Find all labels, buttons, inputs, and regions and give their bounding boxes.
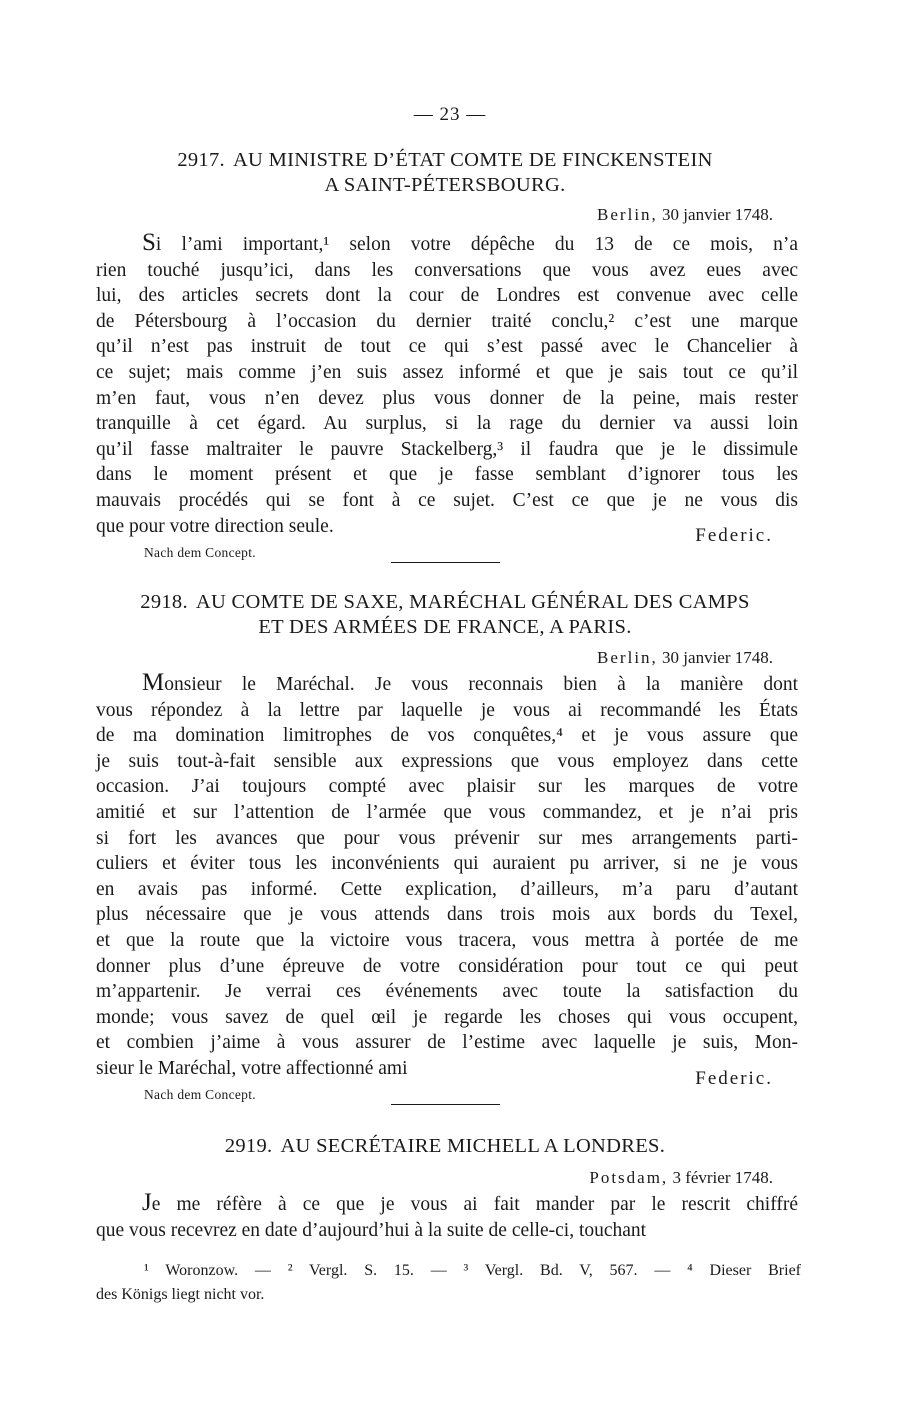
text-line: ce sujet; mais comme j’en suis assez informé et que je sais tout ce qu’il (96, 361, 798, 383)
date: 3 février 1748. (672, 1168, 773, 1187)
text-line: Si l’ami important,¹ selon votre dépêche du 13 de ce mois, n’a (142, 229, 798, 256)
heading-line: ET DES ARMÉES DE FRANCE, A PARIS. (258, 616, 632, 638)
text-line: que vous recevrez en date d’aujourd’hui à la suite de celle-ci, touchant (96, 1219, 647, 1241)
footnotes (96, 1259, 801, 1307)
initial-letter: J (142, 1189, 152, 1216)
heading-line: A SAINT-PÉTERSBOURG. (324, 174, 566, 196)
letter-2919-body (96, 1190, 798, 1243)
text-line: en avais pas informé. Cette explication, d’ailleurs, m’a paru d’autant (96, 878, 798, 900)
heading-line: AU MINISTRE D’ÉTAT COMTE DE FINCKENSTEIN (232, 149, 713, 171)
text-line: dans le moment présent et que je fasse semblant d’ignorer tous les (96, 464, 798, 486)
signature: Federic. (695, 525, 773, 546)
text-line: m’appartenir. Je verrai ces événements avec toute la satisfaction du (96, 981, 798, 1003)
text-line: amitié et sur l’attention de l’armée que vous commandez, et je n’ai pris (96, 801, 798, 823)
place: Berlin, (597, 205, 658, 224)
text-line: je suis tout-à-fait sensible aux expressions que vous employez dans cette (96, 750, 798, 772)
place: Berlin, (597, 648, 658, 667)
letter-2919-dateline (589, 1168, 773, 1188)
text-line: culiers et éviter tous les inconvénients qui auraient pu arriver, si ne je vous (96, 853, 798, 875)
text-line: donner plus d’une épreuve de votre considération pour tout ce qui peut (96, 955, 798, 977)
letter-2918-body (96, 670, 798, 1082)
letter-2917-body (96, 230, 798, 539)
text-line: sieur le Maréchal, votre affectionné ami (96, 1057, 408, 1079)
initial-letter: S (142, 229, 156, 256)
page-number: — 23 — (413, 104, 487, 125)
text-line: et combien j’aime à vous assurer de l’estime avec laquelle je suis, Mon- (96, 1032, 798, 1054)
heading-line: AU COMTE DE SAXE, MARÉCHAL GÉNÉRAL DES CAMPS (195, 591, 750, 613)
source-note: Nach dem Concept. (144, 1087, 256, 1102)
text-line: qu’il fasse maltraiter le pauvre Stackelberg,³ il faudra que je le dissimule (96, 438, 798, 460)
text-line: monde; vous savez de quel œil je regarde les choses qui vous occupent, (96, 1006, 798, 1028)
letter-2919-heading (90, 1134, 800, 1159)
text-line: Je me réfère à ce que je vous ai fait mander par le rescrit chiffré (142, 1189, 798, 1216)
separator-rule (391, 1104, 500, 1105)
place: Potsdam, (589, 1168, 669, 1187)
text-line: qu’il n’est pas instruit de tout ce qui s’est passé avec le Chancelier à (96, 336, 798, 358)
text-line: plus nécessaire que je vous attends dans trois mois aux bords du Texel, (96, 904, 798, 926)
letter-2917-heading (90, 148, 800, 198)
date: 30 janvier 1748. (662, 205, 773, 224)
footnote-line: des Königs liegt nicht vor. (96, 1286, 265, 1303)
letter-number: 2918. (140, 591, 188, 613)
text-line: que pour votre direction seule. (96, 515, 334, 537)
letter-2917-dateline (597, 205, 773, 225)
text-line: Monsieur le Maréchal. Je vous reconnais bien à la manière dont (142, 669, 798, 696)
text-line: de Pétersbourg à l’occasion du dernier traité conclu,² c’est une marque (96, 310, 798, 332)
signature: Federic. (695, 1068, 773, 1089)
text-line: et que la route que la victoire vous tracera, vous mettra à portée de me (96, 929, 798, 951)
separator-rule (391, 562, 500, 563)
initial-letter: M (142, 669, 165, 696)
text-line: lui, des articles secrets dont la cour de Londres est convenue avec celle (96, 285, 798, 307)
text-line: de ma domination limitrophes de vos conquêtes,⁴ et je vous assure que (96, 725, 798, 747)
heading-line: AU SECRÉTAIRE MICHELL A LONDRES. (280, 1135, 666, 1157)
letter-2918-dateline (597, 648, 773, 668)
text-line: si fort les avances que pour vous prévenir sur mes arrangements parti- (96, 827, 798, 849)
letter-2918-heading (90, 590, 800, 640)
text-line: tranquille à cet égard. Au surplus, si la rage du dernier va aussi loin (96, 413, 798, 435)
letter-number: 2919. (224, 1135, 273, 1157)
date: 30 janvier 1748. (662, 648, 773, 667)
source-note: Nach dem Concept. (144, 545, 256, 560)
text-line: occasion. J’ai toujours compté avec plaisir sur les marques de votre (96, 776, 798, 798)
text-line: mauvais procédés qui se font à ce sujet. C’est ce que je ne vous dis (96, 489, 798, 511)
letter-number: 2917. (177, 149, 225, 171)
text-line: vous répondez à la lettre par laquelle je vous ai recommandé les États (96, 699, 798, 721)
text-line: rien touché jusqu’ici, dans les conversations que vous avez eues avec (96, 259, 798, 281)
text-line: m’en faut, vous n’en devez plus vous donner de la peine, mais rester (96, 387, 798, 409)
footnote-line: ¹ Woronzow. — ² Vergl. S. 15. — ³ Vergl. Bd. V, 567. — ⁴ Dieser Brief (144, 1262, 801, 1279)
